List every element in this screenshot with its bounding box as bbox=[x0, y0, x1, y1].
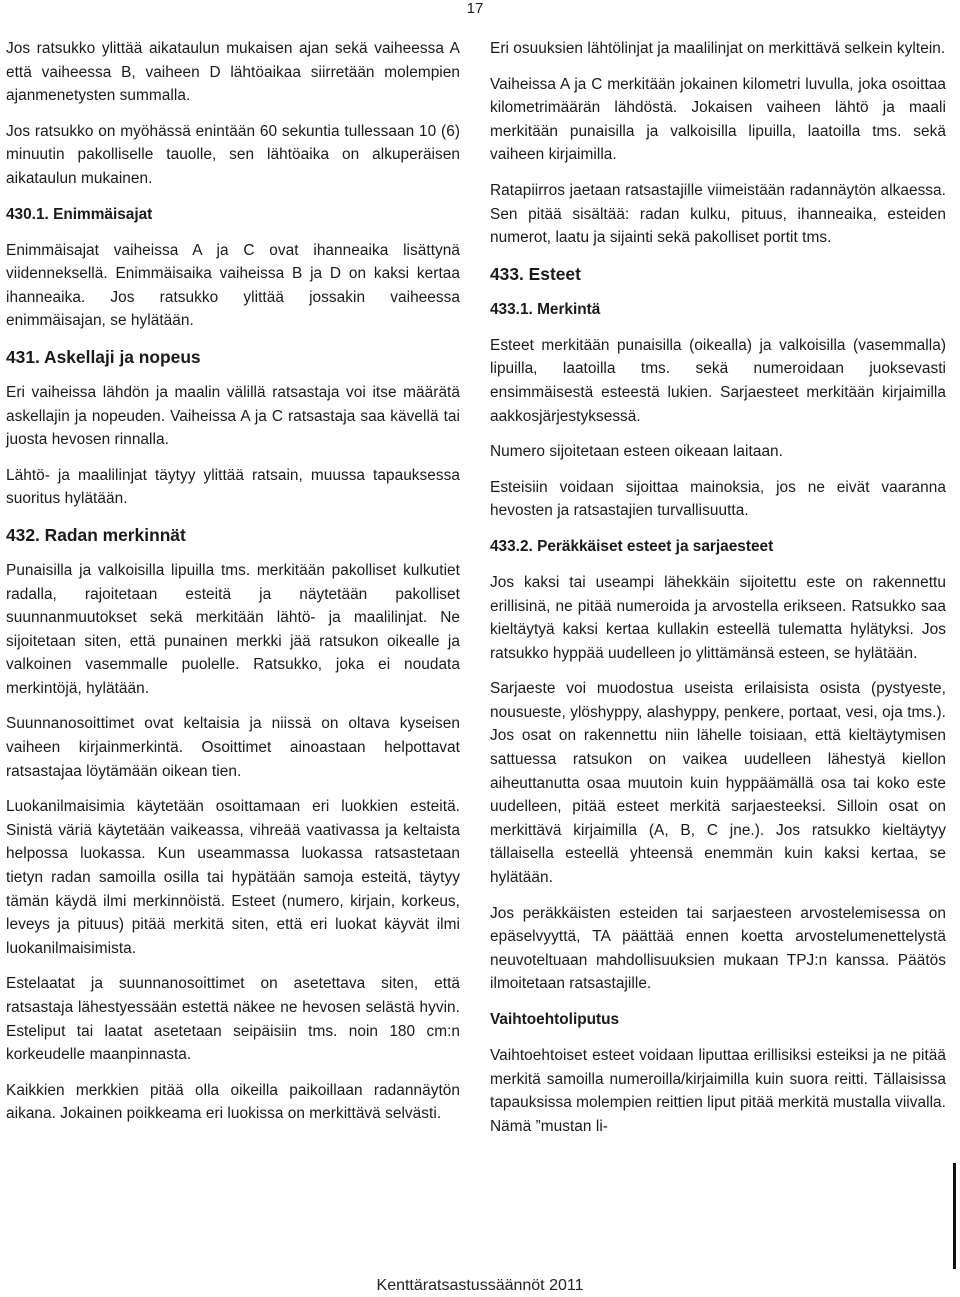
paragraph: Jos ratsukko ylittää aikataulun mukaisen ajan sekä vaiheessa A että vaiheessa B, vaiheen D lähtöaikaa siirretään molempien ajanmenetysten summalla. bbox=[6, 40, 460, 105]
section-heading-433-2: 433.2. Peräkkäiset esteet ja sarjaesteet bbox=[490, 537, 774, 555]
paragraph: Luokanilmaisimia käytetään osoittamaan eri luokkien esteitä. Sinistä väriä käytetään vaikeassa, vihreää vaativassa ja keltaista helpossa luokassa. Kun useammassa luokassa ratsastetaan tietyn radan samoilla osilla tai hypätään samoja esteitä, täytyy tämän käydä ilmi merkinnöistä. Esteet (numero, kirjain, korkeus, leveys ja pituus) pitää merkitä siten, että eri luokat käyvät ilmi luokanilmaisimista. bbox=[6, 798, 460, 957]
right-column bbox=[490, 37, 946, 1150]
paragraph: Esteisiin voidaan sijoittaa mainoksia, jos ne eivät vaaranna hevosten ja ratsastajien turvallisuutta. bbox=[490, 478, 946, 520]
section-heading-431: 431. Askellaji ja nopeus bbox=[6, 346, 201, 367]
paragraph: Ratapiirros jaetaan ratsastajille viimeistään radannäytön alkaessa. Sen pitää sisältää: radan kulku, pituus, ihanneaika, esteiden numerot, laatu ja sijainti sekä pakolliset portit tms. bbox=[490, 181, 946, 247]
section-heading-432: 432. Radan merkinnät bbox=[6, 524, 186, 545]
paragraph: Vaihtoehtoiset esteet voidaan liputtaa erillisiksi esteiksi ja ne pitää merkitä samoilla numeroilla/kirjaimilla kuin suora reitti. Tällaisissa tapauksissa molempien reittien liput pitää merkitä mustalla viivalla. Nämä ”mustan li- bbox=[490, 1047, 946, 1135]
paragraph: Jos peräkkäisten esteiden tai sarjaesteen arvostelemisessa on epäselvyyttä, TA päättää ennen koetta arvostelumenettelystä neuvoteltuaan mahdollisuuksien mukaan TPJ:n kanssa. Päätös ilmoitetaan ratsastajille. bbox=[490, 904, 946, 993]
paragraph: Esteet merkitään punaisilla (oikealla) ja valkoisilla (vasemmalla) lipuilla, laatoilla tms. sekä numeroidaan juoksevasti ensimmäisestä esteestä lukien. Sarjaesteet merkitään kirjaimilla aakkosjärjestyksessä. bbox=[490, 336, 946, 425]
paragraph: Numero sijoitetaan esteen oikeaan laitaan. bbox=[490, 443, 783, 461]
paragraph: Eri osuuksien lähtölinjat ja maalilinjat on merkittävä selkein kyltein. bbox=[490, 40, 946, 57]
paragraph: Kaikkien merkkien pitää olla oikeilla paikoillaan radannäytön aikana. Jokainen poikkeama eri luokissa on merkittävä selvästi. bbox=[6, 1081, 460, 1123]
revision-bar bbox=[953, 1163, 956, 1269]
page-footer: Kenttäratsastussäännöt 2011 bbox=[376, 1277, 584, 1294]
left-column bbox=[6, 37, 460, 1138]
paragraph: Jos ratsukko on myöhässä enintään 60 sekuntia tullessaan 10 (6) minuutin pakolliselle tauolle, sen lähtöaika on alkuperäisen aikataulun mukainen. bbox=[6, 122, 460, 187]
paragraph: Jos kaksi tai useampi lähekkäin sijoitettu este on rakennettu erillisinä, ne pitää numeroida ja arvostella erikseen. Ratsukko saa kieltäytyä kaksi kertaa kullakin esteellä tulematta hylätyksi. Jos ratsukko hyppää uudelleen jo ylittämänsä esteen, se hylätään. bbox=[490, 573, 946, 662]
paragraph: Suunnanosoittimet ovat keltaisia ja niissä on oltava kyseisen vaiheen kirjainmerkintä. Osoittimet ainoastaan helpottavat ratsastajaa löytämään oikean tien. bbox=[6, 715, 460, 780]
paragraph: Estelaatat ja suunnanosoittimet on asetettava siten, että ratsastaja lähestyessään estettä näkee ne hevosen selästä hyvin. Esteliput tai laatat asetetaan seipäisiin tms. noin 180 cm:n korkeudelle maanpinnasta. bbox=[6, 975, 460, 1064]
paragraph: Punaisilla ja valkoisilla lipuilla tms. merkitään pakolliset kulkutiet radalla, rajoitetaan esteitä ja näytetään pakolliset suunnanmuutokset sekä merkitään lähtö- ja maalilinjat. Ne sijoitetaan siten, että punainen merkki jää ratsukon oikealle ja valkoinen vasemmalle puolelle. Ratsukko, joka ei noudata merkintöjä, hylätään. bbox=[6, 561, 460, 697]
section-heading-433-1: 433.1. Merkintä bbox=[490, 300, 601, 318]
paragraph: Sarjaeste voi muodostua useista erilaisista osista (pystyeste, nousueste, ylöshyppy, alashyppy, penkere, portaat, vesi, oja tms.). Jos osat on rakennettu niin lähelle toisiaan, että kieltäytymisen sattuessa ratsukon on vaikea uudelleen lähestyä kiellon aiheuttanutta osaa muutoin kuin hyppäämällä osa tai koko este uudelleen, pitää esteet merkitä sarjaesteeksi. Silloin osat on merkittävä kirjaimilla (A, B, C jne.). Jos ratsukko kieltäytyy tällaisella esteellä yhteensä enemmän kuin kaksi kertaa, se hylätään. bbox=[490, 680, 946, 887]
subheading-vaihtoehtoliputus: Vaihtoehtoliputus bbox=[490, 1011, 620, 1028]
paragraph: Vaiheissa A ja C merkitään jokainen kilometri luvulla, joka osoittaa kilometrimäärän lähdöstä. Jokaisen vaiheen lähtö ja maali merkitään punaisilla ja valkoisilla lipuilla, laatoilla tms. sekä vaiheen kirjaimilla. bbox=[490, 75, 946, 164]
paragraph: Lähtö- ja maalilinjat täytyy ylittää ratsain, muussa tapauksessa suoritus hylätään. bbox=[6, 466, 460, 508]
paragraph: Eri vaiheissa lähdön ja maalin välillä ratsastaja voi itse määrätä askellajin ja nopeuden. Vaiheissa A ja C ratsastaja saa kävellä tai juosta hevosen rinnalla. bbox=[6, 383, 460, 449]
page-number: 17 bbox=[466, 0, 484, 17]
section-heading-430-1: 430.1. Enimmäisajat bbox=[6, 205, 153, 223]
section-heading-433: 433. Esteet bbox=[490, 263, 581, 284]
paragraph: Enimmäisajat vaiheissa A ja C ovat ihanneaika lisättynä viidenneksellä. Enimmäisaika vaiheissa B ja D on kaksi kertaa ihanneaika. Jos ratsukko ylittää jossakin vaiheessa enimmäisajan, se hylätään. bbox=[6, 241, 460, 330]
